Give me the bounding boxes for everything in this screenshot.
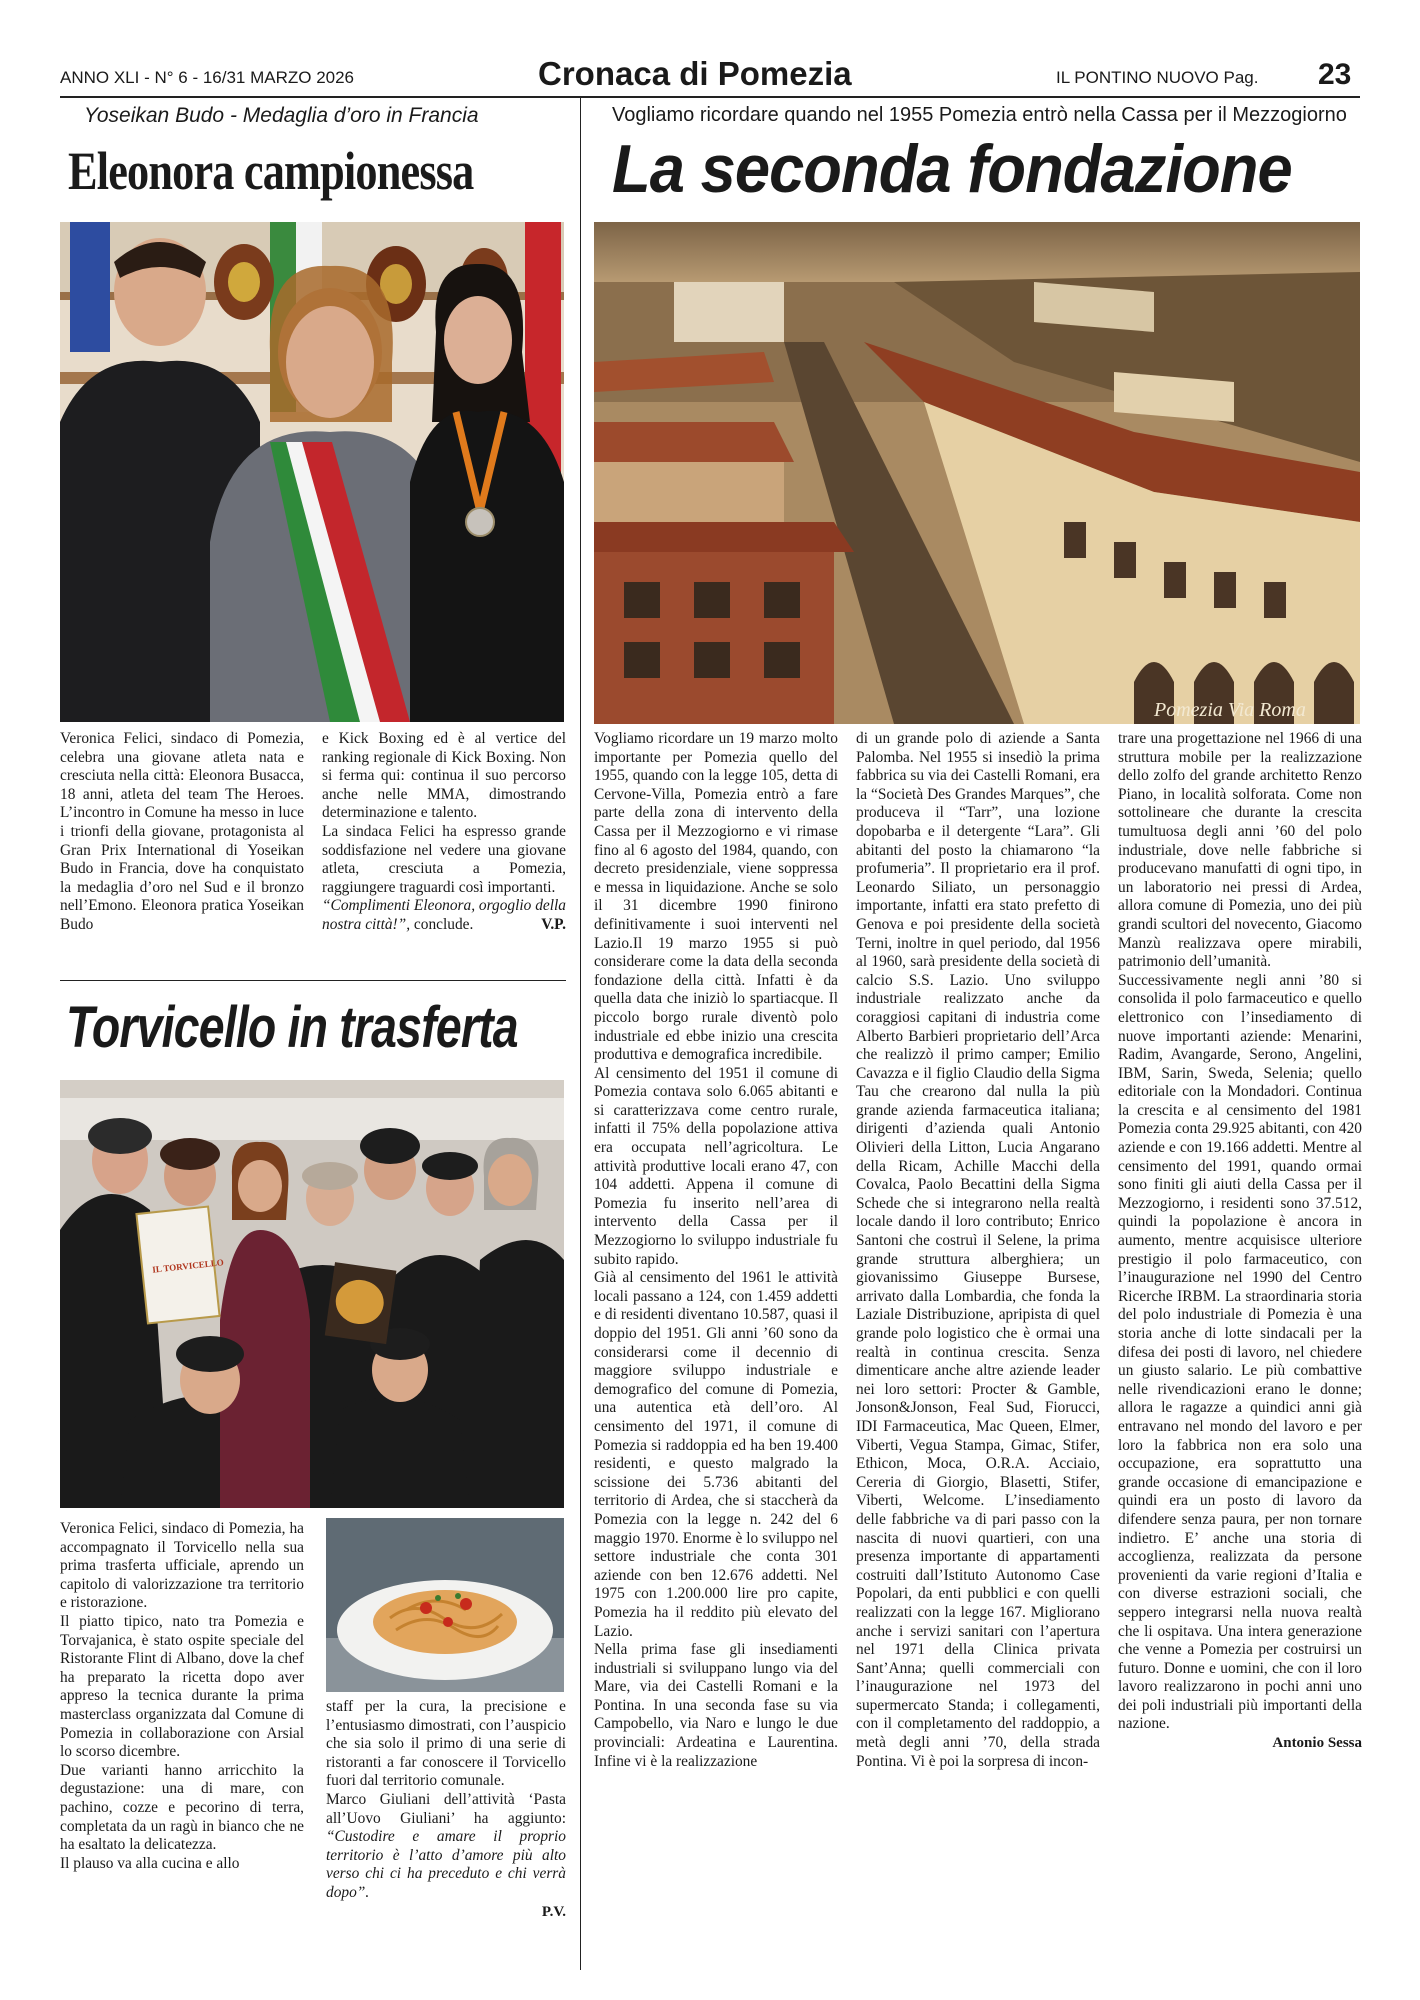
article1-quote-end: conclude. (410, 915, 474, 933)
article3-col1 (594, 730, 838, 1771)
photo-pomezia-via-roma (594, 222, 1360, 724)
article-separator (60, 980, 566, 981)
article3-col2 (856, 730, 1100, 1771)
article3-c1-text-1: Vogliamo ricordare un 19 marzo molto importante per Pomezia quello del 1955, quando con la legge 105, detta di Cervone-Villa, Pomezia entrò a fare parte della zona di intervento della Cassa per il Mezzogiorno e vi rimase fino al 6 agosto del 1984, quando, con decreto presidenziale, viene soppressa e messa in liquidazione. Anche se solo il 31 dicembre 1990 finirono definitivamente i suoi interventi nel Lazio.Il 19 marzo 1955 si può considerare come la data della seconda fondazione della città. Infatti è da quella data che iniziò lo spartiacque. Il piccolo borgo rurale diventò polo industriale ed ebbe inizio una crescita produttiva e demografica incredibile. (594, 730, 838, 1064)
photo-eleonora (60, 222, 564, 722)
article1-quote: “Complimenti Eleonora, orgoglio della nostra città!”, (322, 897, 566, 933)
article2-text-6-lead: Marco Giuliani dell’attività ‘Pasta all’Uovo Giuliani’ ha aggiunto: (326, 1790, 566, 1827)
article3-c2-text-1: di un grande polo di aziende a Santa Palomba. Nel 1955 si insediò la prima fabbrica su via dei Castelli Romani, era la “Società Des Grandes Marques”, che produceva il “Tarr”, una lozione dopobarba e il detergente “Lara”. Gli abitanti del posto la chiamarono “la profumeria”. Il proprietario era il prof. Leonardo Siliato, un personaggio importante, infatti era stato prefetto di Genova e poi presidente della società Terni, inoltre in quel periodo, dal 1956 al 1960, sarà presidente della società di calcio S.S. Lazio. Uno sviluppo industriale realizzato anche da coraggiosi capitani di industria come Alberto Barbieri proprietario dell’Arca che realizzò il primo camper; Emilio Cavazza e il figlio Claudio della Sigma Tau che crearono dal nulla la più grande azienda farmaceutica italiana; dirigenti d’azienda quali Antonio Olivieri della Litton, Lucia Angarano della Ricam, Achille Macchi della Covalca, Paolo Becattini della Sigma Schede che si integrarono nella realtà locale dando il loro contributo; Enrico Santoni che costruì il Selene, la prima grande struttura alberghiera; un giovanissimo Giuseppe Bursese, arrivato dalla Lombardia, che fonda la Laziale Distribuzione, apripista di quel grande polo logistico che è ormai una realtà in continua crescita. Senza dimenticare anche altre aziende leader nei loro settori: Procter & Gamble, Jonson&Jonson, Feal Sud, Fiorucci, IDI Farmaceutica, Mac Queen, Elmer, Viberti, Vegua Stampa, Gimac, Stifer, Ethicon, Moca, O.R.A. Acciaio, Cereria di Giorgio, Blasetti, Stifer, Viberti, Welcome. L’insediamento delle fabbriche va di pari passo con la nascita di nuovi quartieri, con una presenza importante di appartamenti costruiti dall’Istituto Autonomo Case Popolari, da enti pubblici e con quelli realizzati con la legge 167. Migliorano anche i servizi sanitari con l’apertura nel 1971 della Clinica privata Sant’Anna; quelli commerciali con l’inaugurazione nel 1973 del supermercato Standa; i collegamenti, con il completamento del raddoppio, a metà degli anni ’70, della strada Pontina. Vi è poi la sorpresa di incon- (856, 730, 1100, 1770)
article1-text-3: La sindaca Felici ha espresso grande soddisfazione nel vedere una giovane atleta, cresciuta a Pomezia, raggiungere traguardi così importanti. (322, 822, 566, 896)
article3-c1-text-3: Già al censimento del 1961 le attività locali passano a 124, con 1.459 addetti e di residenti diventano 10.587, quasi il doppio del 1951. Gli anni ’60 sono da considerarsi come il decennio di maggiore sviluppo industriale e demografico del comune di Pomezia, una autentica età dell’oro. Al censimento del 1971, il comune di Pomezia si raddoppia ed ha ben 19.400 residenti, e questo malgrado la scissione dei 5.736 abitanti del territorio di Ardea, che si staccherà da Pomezia con la legge n. 242 del 6 maggio 1970. Enorme è lo sviluppo nel settore industriale che conta 301 aziende con ben 12.676 addetti. Nel 1975 con 1.200.000 lire pro capite, Pomezia ha il reddito più elevato del Lazio. (594, 1269, 838, 1640)
certificate-text: IL TORVICELLO (151, 1257, 225, 1275)
article1-text-2: e Kick Boxing ed è al vertice del ranking regionale di Kick Boxing. Non si ferma qui: continua il suo percorso anche nelle MMA, dimostrando determinazione e talento. (322, 730, 566, 822)
newspaper-name: IL PONTINO NUOVO Pag. (1056, 68, 1259, 87)
article3-signature: Antonio Sessa (1272, 1735, 1362, 1752)
article1-quote-para (322, 897, 566, 934)
article2-text-1: Veronica Felici, sindaco di Pomezia, ha accompagnato il Torvicello nella sua prima trasferta ufficiale, aprendo un capitolo di valorizzazione tra territorio e ristorazione. (60, 1520, 304, 1612)
article2-quote: “Custodire e amare il proprio territorio è l’atto d’amore più alto verso chi ci ha preceduto e chi verrà dopo”. (326, 1828, 566, 1901)
article3-c3-text-1: trare una progettazione nel 1966 di una struttura mobile per la realizzazione dello zolfo del grande architetto Renzo Piano, in località solforata. Come non sottolineare che durante la crescita tumultuosa degli anni ’60 del polo industriale, dove nelle fabbriche si producevano manufatti di ogni tipo, in un laboratorio nei pressi di Ardea, allora comune di Pomezia, uno dei più grandi scultori del novecento, Giacomo Manzù realizzava opere mirabili, patrimonio dell’umanità. (1118, 730, 1362, 971)
article2-col2 (326, 1698, 566, 1921)
article1-headline: Eleonora campionessa (68, 141, 474, 201)
article2-text-2: Il piatto tipico, nato tra Pomezia e Torvajanica, è stato ospite speciale del Ristorante Flint di Albano, dove la chef ha preparato la ricetta dopo aver appreso la tecnica durante la prima masterclass organizzata dal Comune di Pomezia in collaborazione con Arsial lo scorso dicembre. (60, 1612, 304, 1761)
article3-col3 (1118, 730, 1362, 1753)
photo-torvicello-dish (326, 1518, 564, 1692)
article3-headline: La seconda fondazione (612, 131, 1292, 207)
page-number: 23 (1318, 58, 1352, 91)
photo-torvicello-staff (60, 1080, 564, 1508)
article2-signature: P.V. (541, 1903, 566, 1920)
article1-col2 (322, 730, 566, 935)
article2-text-3: Due varianti hanno arricchito la degustazione: una di mare, con pachino, cozze e pecorino di terra, completata da un ragù in bianco che ne ha esaltato la delicatezza. (60, 1761, 304, 1854)
article2-text-4: Il plauso va alla cucina e allo (60, 1854, 240, 1872)
article1-kicker: Yoseikan Budo - Medaglia d’oro in Francia (84, 104, 479, 127)
photo-caption: Pomezia Via Roma (1154, 699, 1306, 721)
article3-c3-text-2: Successivamente negli anni ’80 si consolida il polo farmaceutico e quello elettronico con l’insediamento di nuove importanti aziende: Menarini, Radim, Avangarde, Serono, Angelini, IBM, Sarin, Sweda, Selenia; quello editoriale con la Mondadori. Continua la crescita e al censimento del 1981 Pomezia conta 29.925 abitanti, con 420 aziende e con 19.166 addetti. Mentre al censimento del 1991, quando ormai sono finiti gli aiuti della Cassa per il Mezzogiorno, i residenti sono 37.512, quindi la popolazione è ancora in aumento, mentre acquisisce ulteriore prestigio il polo farmaceutico, con l’inaugurazione nel 1990 del Centro Ricerche IRBM. La straordinaria storia del polo industriale di Pomezia è una storia anche di lotte sindacali per la difesa dei posti di lavoro, nel chiedere un giusto salario. Le più combattive nelle rivendicazioni erano le donne; allora le ragazze a quindici anni già entravano nel mondo del lavoro e per loro la fabbrica non era solo una occupazione, era soprattutto una grande occasione di emancipazione e quindi era un posto di lavoro da difendere senza paura, per non tornare indietro. E’ anche una storia di accoglienza, realizzata da persone provenienti da varie regioni d’Italia e con diverse estrazioni sociali, che seppero integrarsi nella nuova realtà che li ospitava. Una intera generazione che venne a Pomezia per costruirsi un futuro. Donne e uomini, che con il loro lavoro realizzarono in pochi anni uno dei poli industriali più importanti della nazione. (1118, 971, 1362, 1733)
article2-text-6 (326, 1791, 566, 1903)
section-title: Cronaca di Pomezia (538, 55, 852, 92)
article1-text-1: Veronica Felici, sindaco di Pomezia, celebra una giovane atleta nata e cresciuta nella città: Eleonora Busacca, 18 anni, atleta del team The Heroes. L’incontro in Comune ha messo in luce i trionfi della giovane, protagonista al Gran Prix International di Yoseikan Budo in Francia, dove ha conquistato la medaglia d’oro nel Sud e il bronzo nell’Emono. Eleonora pratica Yoseikan Budo (60, 730, 304, 933)
column-divider (580, 98, 581, 1970)
article3-c1-text-2: Al censimento del 1951 il comune di Pomezia contava solo 6.065 abitanti e si caratterizzava come centro rurale, infatti il 75% della popolazione attiva era occupata nell’agricoltura. Le attività produttive locali erano 47, con 104 addetti. Appena il comune di Pomezia fu inserito nell’area di intervento della Cassa per il Mezzogiorno lo sviluppo industriale fu subito rapido. (594, 1064, 838, 1268)
article2-col1 (60, 1520, 304, 1873)
article1-col1 (60, 730, 304, 935)
article1-signature: V.P. (541, 915, 566, 933)
article3-c1-text-4: Nella prima fase gli insediamenti industriali si sviluppano lungo via del Mare, via dei Castelli Romani e la Pontina. In una seconda fase su via Campobello, via Naro e lungo le due provinciali: Ardeatina e Laurentina. Infine vi è la realizzazione (594, 1641, 838, 1770)
article2-text-5: staff per la cura, la precisione e l’entusiasmo dimostrati, con l’auspicio che sia solo il primo di una serie di ristoranti a far conoscere il Torvicello fuori dal territorio comunale. (326, 1698, 566, 1790)
article2-headline: Torvicello in trasferta (66, 995, 518, 1060)
article3-kicker: Vogliamo ricordare quando nel 1955 Pomezia entrò nella Cassa per il Mezzogiorno (612, 104, 1347, 126)
issue-info: ANNO XLI - N° 6 - 16/31 MARZO 2026 (60, 68, 355, 87)
